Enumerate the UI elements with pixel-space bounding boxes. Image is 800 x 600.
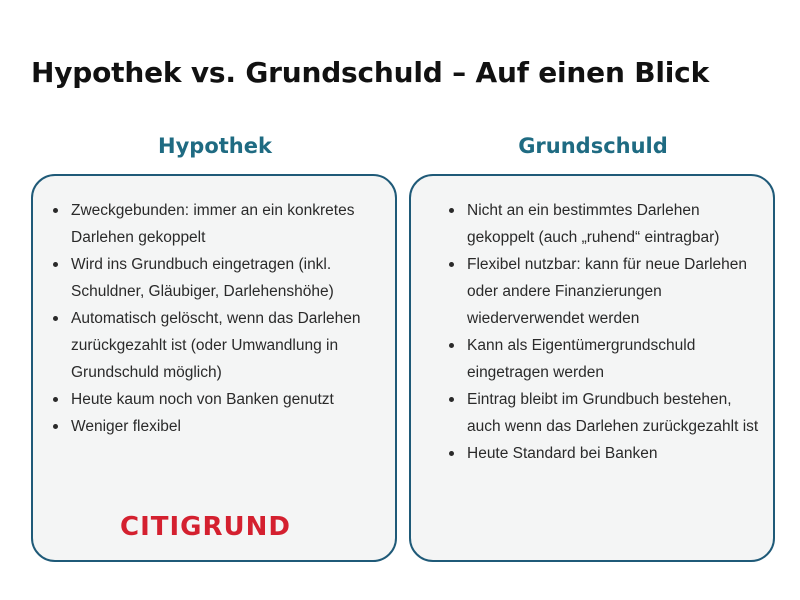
list-item-text: Eintrag bleibt im Grundbuch bestehen, auch wenn das Darlehen zurückgezahlt ist [467, 391, 759, 435]
bullet-icon [53, 262, 58, 267]
bullet-icon [449, 451, 454, 456]
grundschuld-card [409, 174, 775, 562]
list-item [448, 197, 768, 251]
citigrund-logo: CITIGRUND [120, 512, 291, 542]
bullet-icon [449, 397, 454, 402]
list-item [448, 440, 768, 467]
list-item [52, 305, 392, 386]
list-item-text: Heute kaum noch von Banken genutzt [71, 391, 334, 408]
bullet-icon [53, 424, 58, 429]
bullet-icon [53, 316, 58, 321]
bullet-icon [449, 343, 454, 348]
grundschuld-list [448, 197, 768, 467]
list-item [52, 251, 392, 305]
bullet-icon [449, 262, 454, 267]
list-item [448, 251, 768, 332]
list-item-text: Zweckgebunden: immer an ein konkretes Darlehen gekoppelt [71, 202, 355, 246]
list-item-text: Nicht an ein bestimmtes Darlehen gekoppelt (auch „ruhend“ eintragbar) [467, 202, 720, 246]
bullet-icon [53, 397, 58, 402]
hypothek-list [52, 197, 392, 440]
list-item-text: Heute Standard bei Banken [467, 445, 658, 462]
list-item [52, 197, 392, 251]
list-item [448, 386, 768, 440]
list-item-text: Kann als Eigentümergrundschuld eingetragen werden [467, 337, 696, 381]
page-title: Hypothek vs. Grundschuld – Auf einen Blick [31, 56, 709, 89]
bullet-icon [449, 208, 454, 213]
list-item [448, 332, 768, 386]
list-item-text: Wird ins Grundbuch eingetragen (inkl. Schuldner, Gläubiger, Darlehenshöhe) [71, 256, 334, 300]
list-item [52, 386, 392, 413]
hypothek-card [31, 174, 397, 562]
bullet-icon [53, 208, 58, 213]
list-item-text: Flexibel nutzbar: kann für neue Darlehen oder andere Finanzierungen wiederverwendet werden [467, 256, 748, 327]
column-heading-hypothek: Hypothek [158, 134, 272, 158]
list-item [52, 413, 392, 440]
column-heading-grundschuld: Grundschuld [518, 134, 668, 158]
list-item-text: Automatisch gelöscht, wenn das Darlehen zurückgezahlt ist (oder Umwandlung in Grundschuld möglich) [71, 310, 361, 381]
list-item-text: Weniger flexibel [71, 418, 181, 435]
